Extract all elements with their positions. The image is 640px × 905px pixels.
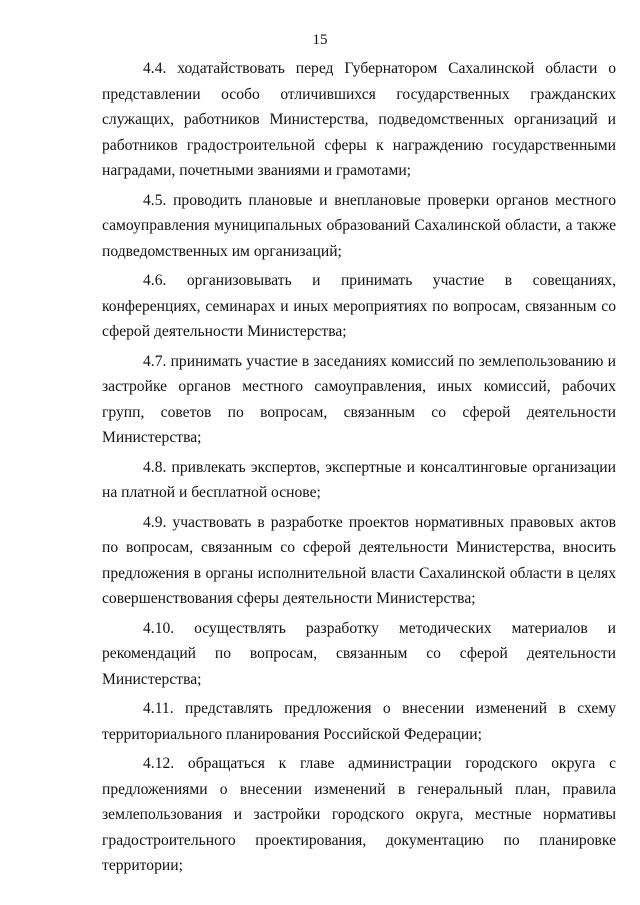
paragraph-4-12: 4.12. обращаться к главе администрации городского округа с предложениями о внесении изменений в генеральный план, правила землепользования и застройки городского округа, местные нормативы градостроительного проектирования, документацию по планировке территории; — [102, 755, 616, 874]
paragraph-4-10: 4.10. осуществлять разработку методических материалов и рекомендаций по вопросам, связанным со сферой деятельности Министерства; — [102, 619, 616, 688]
paragraph-4-5: 4.5. проводить плановые и внеплановые проверки органов местного самоуправления муниципальных образований Сахалинской области, а также подведомственных им организаций; — [102, 191, 616, 260]
paragraph-4-6: 4.6. организовывать и принимать участие в совещаниях, конференциях, семинарах и иных мероприятиях по вопросам, связанным со сферой деятельности Министерства; — [102, 272, 616, 340]
paragraph-4-7: 4.7. принимать участие в заседаниях комиссий по землепользованию и застройке органов местного самоуправления, иных комиссий, рабочих групп, советов по вопросам, связанным со сферой деятельности Министерства; — [102, 352, 616, 446]
document-body — [102, 56, 616, 883]
paragraph-4-8: 4.8. привлекать экспертов, экспертные и консалтинговые организации на платной и бесплатной основе; — [102, 458, 616, 501]
page-number: 15 — [312, 32, 328, 48]
paragraph-4-4: 4.4. ходатайствовать перед Губернатором Сахалинской области о представлении особо отличившихся государственных гражданских служащих, работников Министерства, подведомственных организаций и работников градостроительной сферы к награждению государственными наградами, почетными званиями и грамотами; — [102, 60, 616, 179]
paragraph-4-11: 4.11. представлять предложения о внесении изменений в схему территориального планирования Российской Федерации; — [102, 700, 616, 743]
paragraph-4-9: 4.9. участвовать в разработке проектов нормативных правовых актов по вопросам, связанным со сферой деятельности Министерства, вносить предложения в органы исполнительной власти Сахалинской области в целях совершенствования сферы деятельности Министерства; — [102, 513, 616, 607]
